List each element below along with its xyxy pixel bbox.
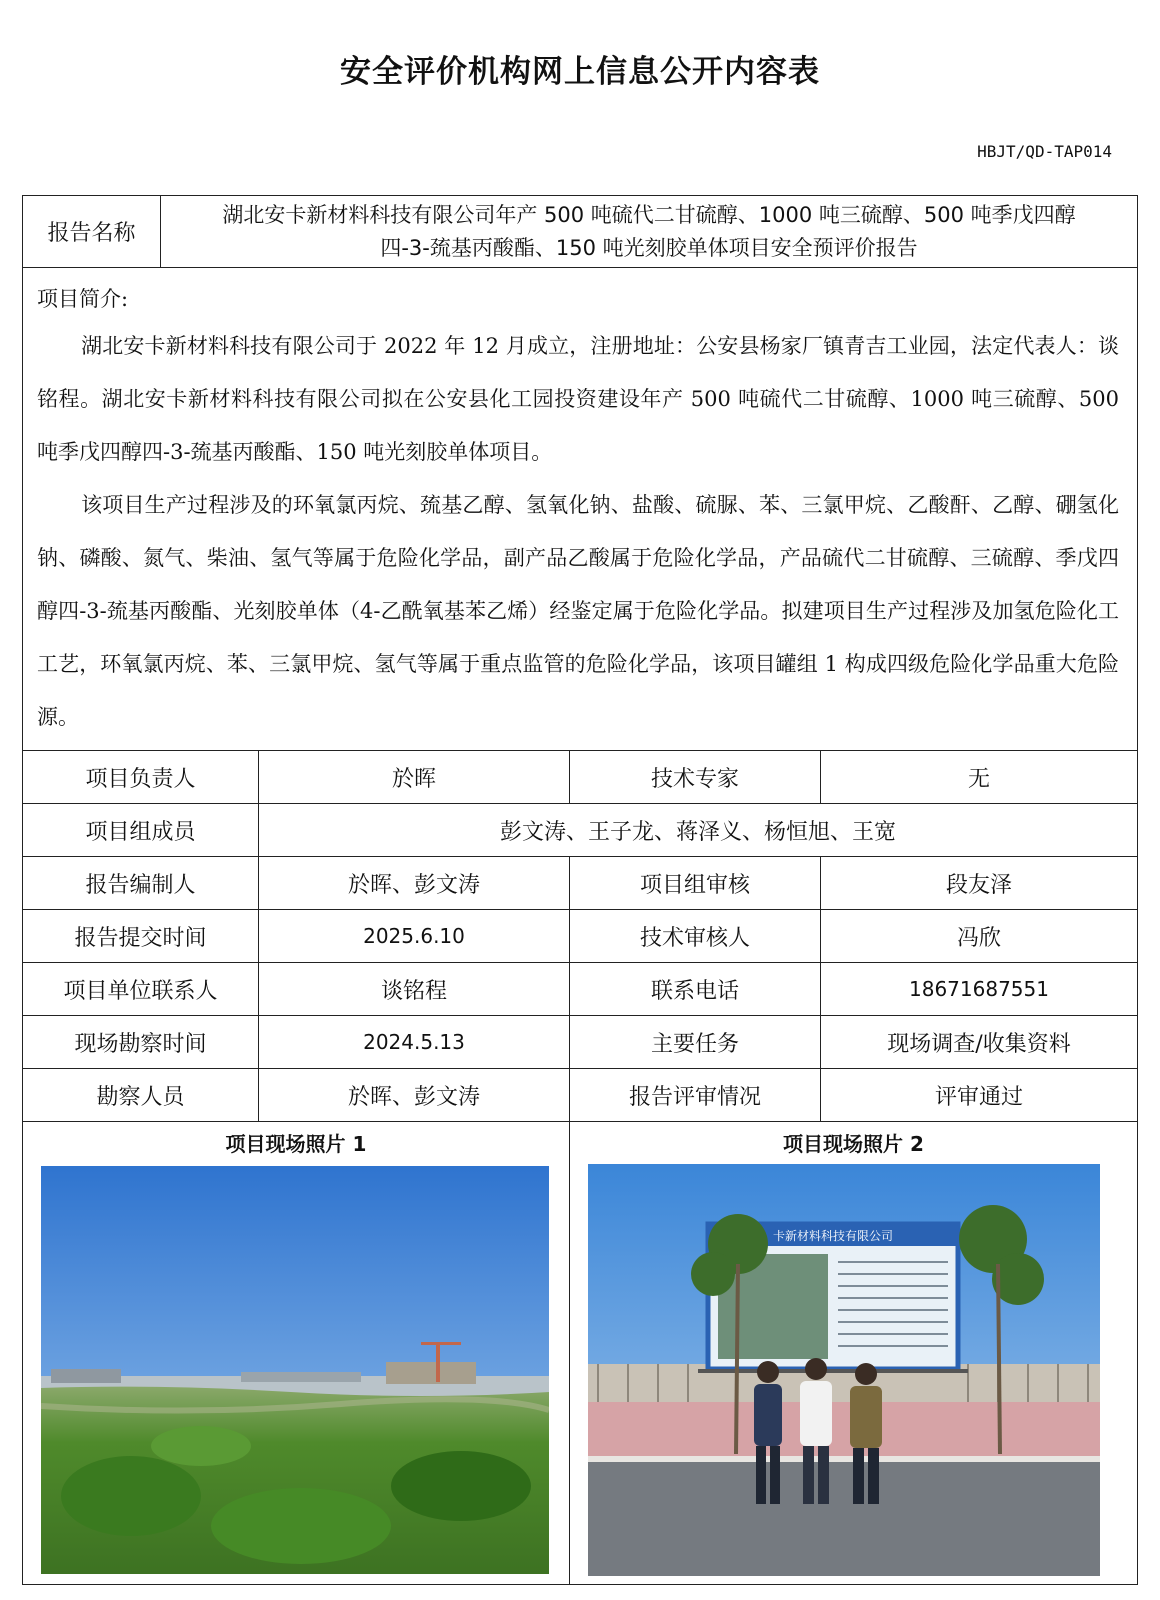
intro-paragraph-2: 该项目生产过程涉及的环氧氯丙烷、巯基乙醇、氢氧化钠、盐酸、硫脲、苯、三氯甲烷、乙酸酐、乙醇、硼氢化钠、磷酸、氮气、柴油、氢气等属于危险化学品，副产品乙酸属于危险化学品，产品硫代二甘硫醇、三硫醇、季戊四醇四-3-巯基丙酸酯、光刻胶单体（4-乙酰氧基苯乙烯）经鉴定属于危险化学品。拟建项目生产过程涉及加氢危险化工工艺，环氧氯丙烷、苯、三氯甲烷、氢气等属于重点监管的危险化学品，该项目罐组 1 构成四级危险化学品重大危险源。 [37,493,1119,729]
site-photo-2 [588,1164,1100,1576]
report-name-line1: 湖北安卡新材料科技有限公司年产 500 吨硫代二甘硫醇、1000 吨三硫醇、500 吨季戊四醇 [222,202,1076,227]
phone-label: 联系电话 [570,963,821,1015]
table-row [23,1016,1137,1069]
site-visit-image [588,1164,1100,1576]
team-review-value: 段友泽 [945,872,1012,898]
review-status-label: 报告评审情况 [570,1069,821,1121]
main-task-label: 主要任务 [570,1016,821,1068]
table-row [23,751,1137,804]
team-review-label: 项目组审核 [570,857,821,909]
site-photo-1 [41,1166,549,1574]
tech-expert-label: 技术专家 [570,751,821,803]
review-status-value: 评审通过 [934,1084,1023,1110]
table-row [23,910,1137,963]
table-row [23,804,1137,857]
photo-cell-1 [23,1122,570,1584]
submit-date-value: 2025.6.10 [259,910,570,962]
billboard-text: 卡新材料科技有限公司 [772,1229,894,1243]
table-row [23,1069,1137,1122]
survey-date-label: 现场勘察时间 [23,1016,259,1068]
photos-row [23,1122,1137,1584]
surveyors-value: 於晖、彭文涛 [259,1069,570,1121]
table-row [23,857,1137,910]
team-members-label: 项目组成员 [23,804,259,856]
photo-1-title: 项目现场照片 1 [225,1132,367,1156]
table-row [23,963,1137,1016]
field-landscape-image [41,1166,549,1574]
report-author-value: 於晖、彭文涛 [259,857,570,909]
project-leader-label: 项目负责人 [23,751,259,803]
report-name-label: 报告名称 [23,196,161,267]
team-members-value: 彭文涛、王子龙、蒋泽义、杨恒旭、王宽 [499,819,896,845]
phone-value: 18671687551 [909,977,1049,1001]
tech-reviewer-label: 技术审核人 [570,910,821,962]
report-author-label: 报告编制人 [23,857,259,909]
contact-person-label: 项目单位联系人 [23,963,259,1015]
photo-2-title: 项目现场照片 2 [783,1132,924,1156]
intro-paragraph-1: 湖北安卡新材料科技有限公司于 2022 年 12 月成立，注册地址：公安县杨家厂镇青吉工业园，法定代表人：谈铭程。湖北安卡新材料科技有限公司拟在公安县化工园投资建设年产 500 吨硫代二甘硫醇、1000 吨三硫醇、500 吨季戊四醇四-3-巯基丙酸酯、150 吨光刻胶单体项目。 [37,334,1119,464]
submit-date-label: 报告提交时间 [23,910,259,962]
tech-reviewer-value: 冯欣 [956,925,1001,951]
project-intro [23,268,1137,751]
photo-cell-2 [570,1122,1137,1584]
surveyors-label: 勘察人员 [23,1069,259,1121]
report-name-row [23,196,1137,268]
tech-expert-value: 无 [967,766,990,792]
info-table [22,195,1138,1585]
intro-heading: 项目简介: [37,287,129,311]
survey-date-value: 2024.5.13 [259,1016,570,1068]
project-leader-value: 於晖 [259,751,570,803]
document-number: HBJT/QD-TAP014 [977,142,1112,161]
report-name-value [161,196,1137,267]
document-title: 安全评价机构网上信息公开内容表 [340,54,820,90]
contact-person-value: 谈铭程 [259,963,570,1015]
main-task-value: 现场调查/收集资料 [887,1031,1071,1057]
report-name-line2: 四-3-巯基丙酸酯、150 吨光刻胶单体项目安全预评价报告 [380,235,918,260]
